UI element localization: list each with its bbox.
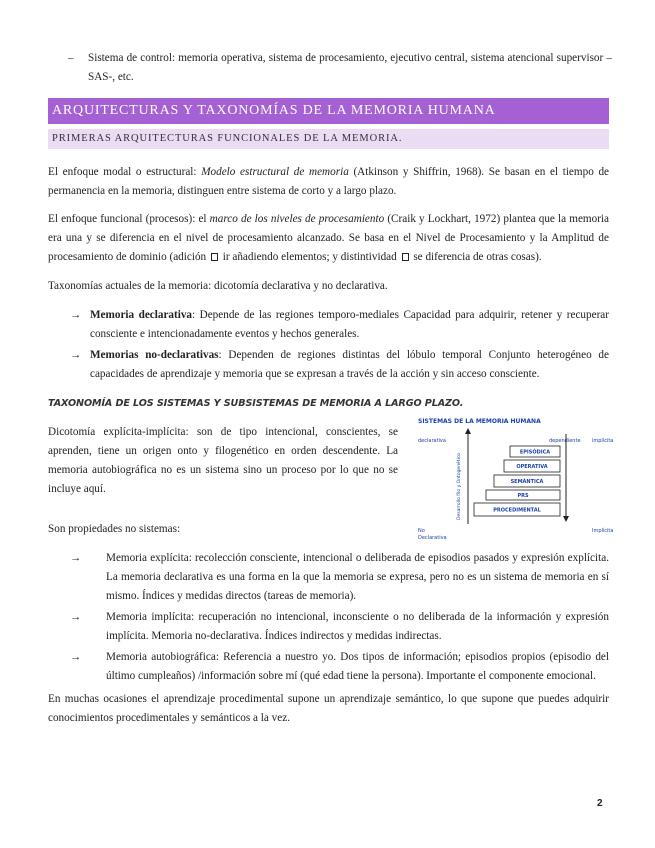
properties-list xyxy=(70,549,609,688)
arrow-icon: → xyxy=(70,651,82,663)
list-item xyxy=(70,549,609,606)
diagram-level-label: PRS xyxy=(517,493,529,499)
top-bullet xyxy=(68,49,612,87)
diagram-level-label: OPERATIVA xyxy=(516,464,548,470)
list-item-term: Memorias no-declarativas xyxy=(90,349,219,361)
paragraph-dicotomia: Dicotomía explícita-implícita: son de tipo intencional, conscientes, se aprenden, tiene un origen onto y filogenético en orden descendente. La memoria autobiográfica no es un sistema sino un proceso por lo que no se incluye aquí. xyxy=(48,426,398,495)
p1-text-end: (Atkinson y Shiffrin, 1968). Se basan en el tiempo de permanencia en la memoria, distinguen entre sistema de corto y a largo plazo. xyxy=(48,166,610,197)
diagram-label-declarativa-bottom: Declarativa xyxy=(418,535,447,541)
list-item-text: Memoria explícita: recolección consciente, intencional o deliberada de episodios pasados y expresión explícita. La memoria declarativa es una forma en la que la memoria se expresa, pero no es un sistema de memoria en sí mismo. Índices y medidas directos (tareas de memoria). xyxy=(106,552,609,602)
diagram-level-label: SEMÁNTICA xyxy=(510,479,544,485)
p1-text: El enfoque modal o estructural: xyxy=(48,166,202,178)
list-item-term: Memoria declarativa xyxy=(90,309,193,321)
diagram-level-label: EPISÓDICA xyxy=(519,449,551,456)
p1-italic: Modelo estructural de memoria xyxy=(201,166,349,178)
list-item-text: Memoria autobiográfica: Referencia a nuestro yo. Dos tipos de información; episodios propios (episodio del último cumpleaños) /información sobre mí (qué edad tiene la persona). Importante el componente emocional. xyxy=(106,651,609,682)
paragraph-modal xyxy=(48,163,609,201)
list-item-text: Memoria implícita: recuperación no intencional, inconsciente o no deliberada de la información y expresión implícita. Memoria no-declarativa. Índices indirectos y medidas indirectas. xyxy=(106,611,609,642)
diagram-level-label: PROCEDIMENTAL xyxy=(493,507,541,514)
arrow-icon: → xyxy=(70,611,82,623)
page-number: 2 xyxy=(597,798,603,809)
p2-text-middle: (Craik y Lockhart, 1972) plantea que la memoria era una y se diferencia en el nivel de procesamiento alcanzado. Se basa en el Nivel de Procesamiento y la Amplitud de procesamiento de dominio (adición xyxy=(48,213,610,263)
paragraph-propiedades: Son propiedades no sistemas: xyxy=(48,523,181,535)
paragraph-taxonomias: Taxonomías actuales de la memoria: dicotomía declarativa y no declarativa. xyxy=(48,280,388,292)
list-item xyxy=(70,306,609,344)
subsection-heading-italic: TAXONOMÍA DE LOS SISTEMAS Y SUBSISTEMAS DE MEMORIA A LARGO PLAZO. xyxy=(48,398,464,409)
p2-text-middle2: ir añadiendo elementos; y distintividad xyxy=(219,251,400,263)
p2-text: El enfoque funcional (procesos): el xyxy=(48,213,210,225)
diagram-vertical-label: Desarrollo filo y Ontogenético xyxy=(457,452,462,520)
diagram-label-no: No xyxy=(418,528,425,534)
section-heading: ARQUITECTURAS Y TAXONOMÍAS DE LA MEMORIA HUMANA xyxy=(48,98,609,124)
arrow-icon: → xyxy=(70,309,82,321)
dash-marker: – xyxy=(68,52,74,64)
list-item xyxy=(70,648,609,686)
p2-italic: marco de los niveles de procesamiento xyxy=(209,213,385,225)
declarative-list xyxy=(70,306,609,386)
box-symbol-icon xyxy=(402,253,409,261)
diagram-label-dependiente: dependiente xyxy=(549,438,581,444)
subsection-heading: PRIMERAS ARQUITECTURAS FUNCIONALES DE LA MEMORIA. xyxy=(48,129,609,149)
paragraph-procedimental: En muchas ocasiones el aprendizaje procedimental supone un aprendizaje semántico, lo que supone que puedes adquirir conocimientos procedimentales y semánticos a la vez. xyxy=(48,693,609,724)
bullet-text: Sistema de control: memoria operativa, sistema de procesamiento, ejecutivo central, sistema atencional supervisor –SAS-, etc. xyxy=(88,52,612,83)
diagram-arrowhead-up-icon xyxy=(465,428,471,434)
diagram-label-implicita-top: implícita xyxy=(592,438,614,444)
list-item xyxy=(70,608,609,646)
paragraph-funcional xyxy=(48,210,609,267)
diagram-label-declarativa: declarativa xyxy=(418,438,446,444)
list-item xyxy=(70,346,609,384)
p2-text-end: se diferencia de otras cosas). xyxy=(410,251,542,263)
list-item-text: : Dependen de regiones distintas del lóbulo temporal Conjunto heterogéneo de capacidades de aprendizaje y memoria que se expresan a través de la acción y sin acceso consciente. xyxy=(90,349,609,380)
box-symbol-icon xyxy=(211,253,218,261)
list-item-text: : Depende de las regiones temporo-mediales Capacidad para adquirir, retener y recuperar consciente e intencionadamente eventos y hechos generales. xyxy=(90,309,609,340)
diagram-title: SISTEMAS DE LA MEMORIA HUMANA xyxy=(418,418,541,425)
arrow-icon: → xyxy=(70,349,82,361)
arrow-icon: → xyxy=(70,552,82,564)
diagram-label-implicita-bottom: Implícita xyxy=(592,528,614,534)
diagram-levels xyxy=(474,446,560,516)
